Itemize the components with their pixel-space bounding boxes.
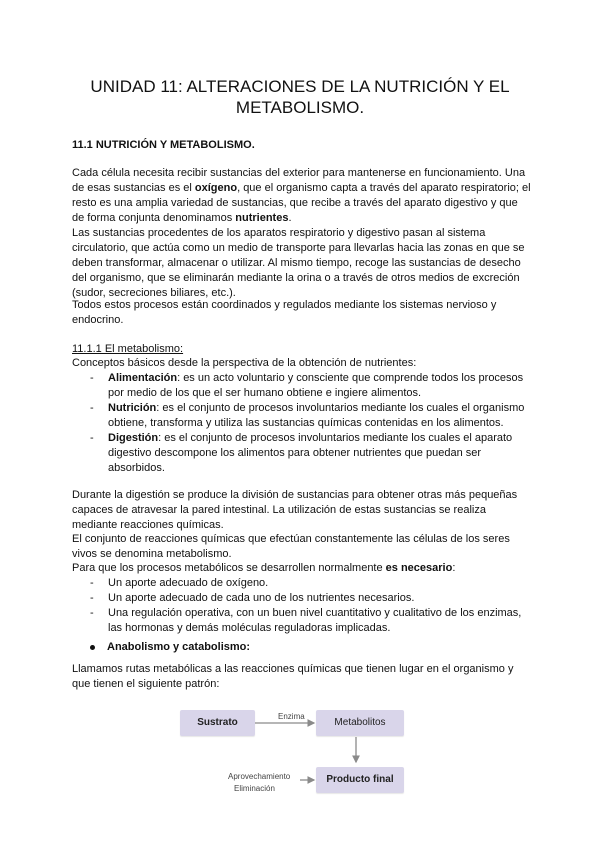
intro-paragraph-3: Todos estos procesos están coordinados y regulados mediante los sistemas nervioso y endocrino. [72,299,497,326]
list-item: - Un aporte adecuado de oxígeno. [72,576,532,591]
list-item: - Digestión: es el conjunto de procesos involuntarios mediante los cuales el aparato digestivo descompone los alimentos para obtener nutrientes que puedan ser absorbidos. [72,431,532,476]
page-title: UNIDAD 11: ALTERACIONES DE LA NUTRICIÓN Y EL METABOLISMO. [90,77,510,117]
metabolic-route-diagram [178,700,423,810]
list-item: - Nutrición: es el conjunto de procesos involuntarios mediante los cuales el organismo obtiene, transforma y utiliza las sustancias químicas contenidas en los alimentos. [72,401,532,431]
intro-paragraph-1: Cada célula necesita recibir sustancias del exterior para mantenerse en funcionamiento. Una de esas sustancias es el oxígeno, que el organismo capta a través del aparato respiratorio; el resto es una amplia variedad de sustancias, que recibe a través del aparato digestivo y que de forma conjunta denominamos nutrientes. [72,167,531,224]
requirements-list [72,576,532,636]
anabolismo-paragraph: Llamamos rutas metabólicas a las reacciones químicas que tienen lugar en el organismo y que tienen el siguiente patrón: [72,663,514,690]
metabolismo-paragraph: El conjunto de reacciones químicas que efectúan constantemente las células de los seres vivos se denomina metabolismo. [72,533,510,560]
aprovechamiento-label: Aprovechamiento [228,772,291,781]
eliminacion-label: Eliminación [234,784,275,793]
concepts-lead: Conceptos básicos desde la perspectiva de la obtención de nutrientes: [72,357,417,369]
anabolismo-heading: Anabolismo y catabolismo: [90,640,250,655]
keyword-nutrientes: nutrientes [235,212,289,224]
enzima-label: Enzima [278,712,305,721]
section-heading: 11.1 NUTRICIÓN Y METABOLISMO. [72,139,255,151]
necesario-paragraph: Para que los procesos metabólicos se desarrollen normalmente es necesario: [72,562,456,574]
producto-final-box: Producto final [316,767,404,793]
list-item: - Un aporte adecuado de cada uno de los nutrientes necesarios. [72,591,532,606]
metabolitos-box: Metabolitos [316,710,404,736]
concepts-list [72,371,532,476]
sustrato-box: Sustrato [180,710,255,736]
digestion-paragraph: Durante la digestión se produce la división de sustancias para obtener otras más pequeñas capaces de atravesar la pared intestinal. La utilización de estas sustancias se realiza mediante reacciones químicas. [72,489,518,531]
subsection-heading: 11.1.1 El metabolismo: [72,343,184,355]
list-item: - Una regulación operativa, con un buen nivel cuantitativo y cualitativo de los enzimas, las hormonas y demás moléculas reguladoras implicadas. [72,606,532,636]
intro-paragraph-2: Las sustancias procedentes de los aparatos respiratorio y digestivo pasan al sistema circulatorio, que actúa como un medio de transporte para llevarlas hacia las zonas en que se deben transformar, almacenar o utilizar. Al mismo tiempo, recoge las sustancias de desecho del organismo, que se eliminarán mediante la orina o a través de otros medios de excreción (sudor, secreciones biliares, etc.). [72,227,525,299]
keyword-oxigeno: oxígeno [194,182,238,194]
bullet-icon [90,645,95,650]
list-item: - Alimentación: es un acto voluntario y consciente que comprende todos los procesos por medio de los que el ser humano obtiene e ingiere alimentos. [72,371,532,401]
